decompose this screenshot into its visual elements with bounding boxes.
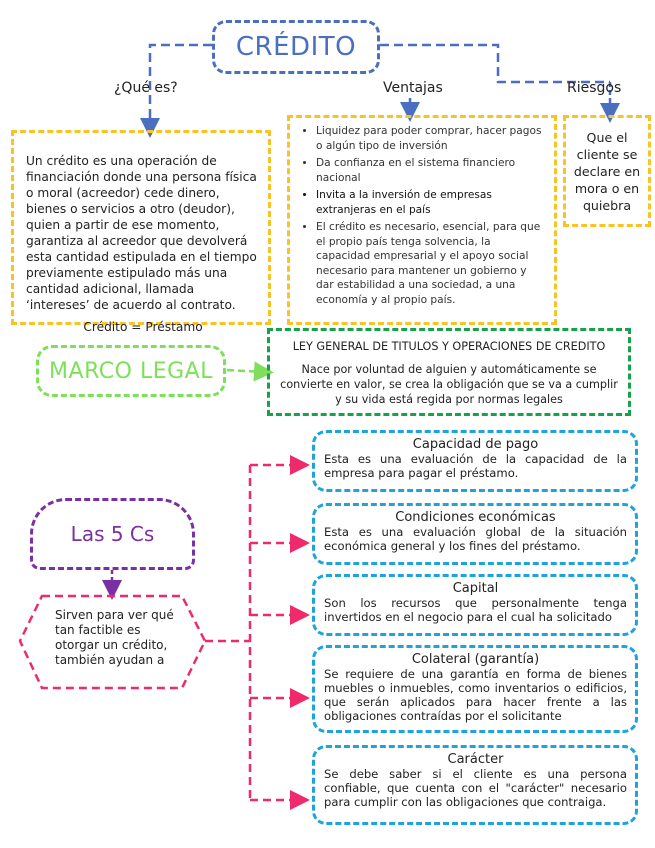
c-box-capacidad xyxy=(312,430,638,492)
definition-extra: Crédito = Préstamo xyxy=(83,320,203,334)
five-cs-label: Las 5 Cs xyxy=(70,522,155,546)
label-riesgos: Riesgos xyxy=(567,80,622,96)
definition-box xyxy=(11,130,271,334)
five-cs-description: Sirven para ver qué tan factible es otorgar un crédito, también ayudan a xyxy=(55,608,174,667)
c-box-capital xyxy=(312,574,638,636)
label-ventajas: Ventajas xyxy=(383,80,443,96)
connector-ventajas xyxy=(380,45,610,82)
connector-marco-legal xyxy=(227,370,264,372)
risk-box xyxy=(563,115,651,227)
marco-legal-label: MARCO LEGAL xyxy=(49,358,213,384)
marco-legal-box xyxy=(36,345,226,397)
c-title: Capital xyxy=(452,581,499,596)
advantage-item: • Liquidez para poder comprar, hacer pagos o algún tipo de inversión xyxy=(316,124,546,153)
credito-title-box xyxy=(212,20,380,74)
c-text: Son los recursos que personalmente tenga invertidos en el negocio para el cual ha solicitado xyxy=(324,596,627,624)
c-box-colateral xyxy=(312,645,638,733)
law-title: LEY GENERAL DE TITULOS Y OPERACIONES DE CREDITO xyxy=(292,340,606,353)
c-title: Carácter xyxy=(447,752,504,767)
c-title: Condiciones económicas xyxy=(395,510,556,525)
five-cs-box xyxy=(30,498,195,570)
page-title: CRÉDITO xyxy=(235,32,357,62)
advantage-item: • Da confianza en el sistema financiero nacional xyxy=(316,156,546,185)
c-text: Esta es una evaluación de la capacidad de la empresa para pagar el préstamo. xyxy=(324,452,627,480)
c-text: Se debe saber si el cliente es una persona confiable, que cuenta con el "carácter" necesario para cumplir con las obligaciones que contraiga. xyxy=(324,767,627,809)
c-title: Colateral (garantía) xyxy=(411,652,540,667)
law-box xyxy=(267,328,631,416)
label-que-es: ¿Qué es? xyxy=(114,80,178,96)
c-title: Capacidad de pago xyxy=(412,437,539,452)
advantages-box xyxy=(287,115,557,325)
c-text: Se requiere de una garantía en forma de bienes muebles o inmuebles, como inventarios o edificios, que serán aplicados para hacer frente a las obligaciones contraídas por el solicitante xyxy=(324,667,627,723)
c-box-condiciones xyxy=(312,503,638,565)
advantages-list xyxy=(300,124,546,307)
c-text: Esta es una evaluación global de la situación económica general y los fines del préstamo. xyxy=(324,525,627,553)
c-box-caracter xyxy=(312,745,638,825)
connector-five-cs-trunk xyxy=(205,465,250,800)
advantage-item: • El crédito es necesario, esencial, para que el propio país tenga solvencia, la capacidad empresarial y el apoyo social necesario para mantener un gobierno y dar estabilidad a una sociedad, a una economía y al propio país. xyxy=(316,220,546,307)
law-text: Nace por voluntad de alguien y automáticamente se convierte en valor, se crea la obligación que se va a cumplir y su vida está regida por normas legales xyxy=(280,363,618,406)
risk-text: Que el cliente se declare en mora o en quiebra xyxy=(573,129,641,213)
definition-text: Un crédito es una operación de financiación donde una persona física o moral (acreedor) cede dinero, bienes o servicios a otro (deudor), quien a partir de ese momento, garantiza al acreedor que devolverá esta cantidad estipulada en el tiempo previamente estipulado más una cantidad adicional, llamada ‘intereses’ de acuerdo al contrato. xyxy=(26,154,257,312)
advantage-item: • Invita a la inversión de empresas extranjeras en el país xyxy=(316,188,546,217)
